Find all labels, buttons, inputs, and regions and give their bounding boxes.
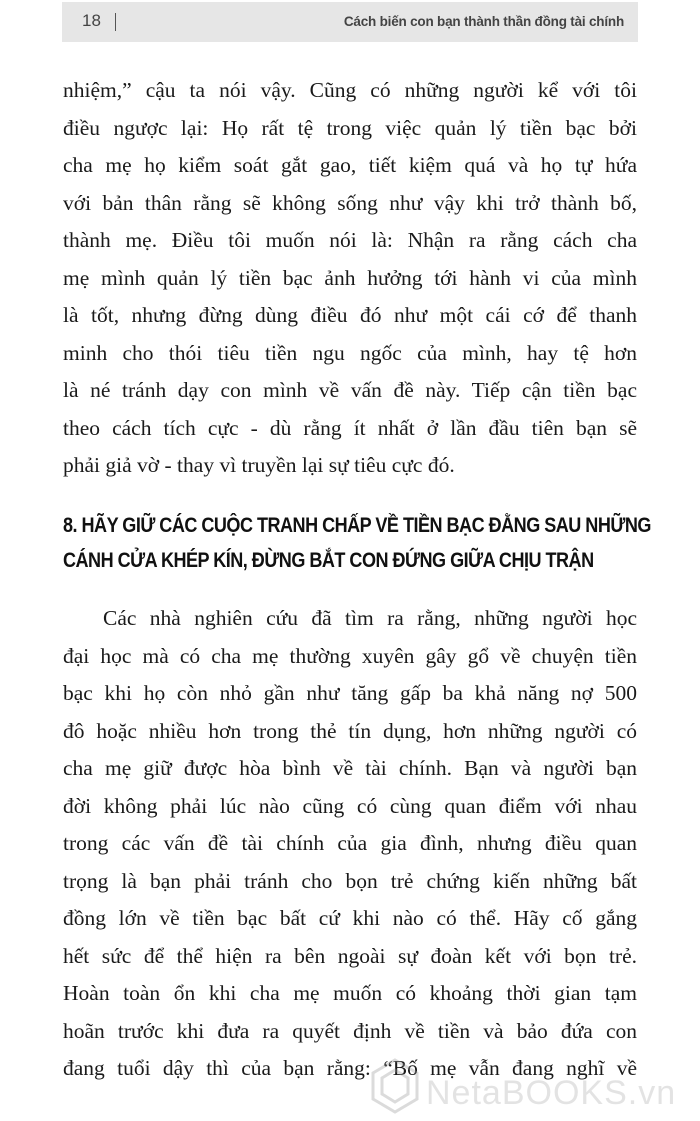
paragraph-continued xyxy=(63,72,637,485)
watermark xyxy=(368,1056,677,1116)
text-line: nhiệm,” cậu ta nói vậy. Cũng có những người kể với tôi xyxy=(63,78,637,102)
running-title: Cách biến con bạn thành thần đồng tài chính xyxy=(343,14,624,29)
text-line: theo cách tích cực - dù rằng ít nhất ở lần đầu tiên bạn sẽ xyxy=(63,415,637,440)
text-line: là né tránh dạy con mình về vấn đề này. Tiếp cận tiền bạc xyxy=(63,378,637,402)
text-line: trong các vấn đề tài chính của gia đình, nhưng điều quan xyxy=(63,831,637,855)
text-line: đồng lớn về tiền bạc bất cứ khi nào có thể. Hãy cố gắng xyxy=(63,906,637,930)
text-line: hết sức để thể hiện ra bên ngoài sự đoàn kết với bọn trẻ. xyxy=(63,943,637,968)
text-line: thành mẹ. Điều tôi muốn nói là: Nhận ra rằng cách cha xyxy=(63,228,637,252)
text-line: đời không phải lúc nào cũng có cùng quan điểm với nhau xyxy=(63,793,637,818)
header-divider xyxy=(115,13,116,31)
page-number: 18 xyxy=(82,11,101,30)
paragraph-body xyxy=(63,600,637,1088)
section-heading xyxy=(63,508,651,578)
netabooks-logo-icon xyxy=(370,1058,420,1114)
text-line: Các nhà nghiên cứu đã tìm ra rằng, những người học xyxy=(103,606,637,630)
text-line: Hoàn toàn ổn khi cha mẹ muốn có khoảng thời gian tạm xyxy=(63,981,637,1005)
text-line: mẹ mình quản lý tiền bạc ảnh hưởng tới hành vi của mình xyxy=(63,265,637,290)
text-line: hoãn trước khi đưa ra quyết định về tiền và bảo đứa con xyxy=(63,1018,637,1043)
heading-line: 8. HÃY GIỮ CÁC CUỘC TRANH CHẤP VỀ TIỀN BẠC ĐẰNG SAU NHỮNG xyxy=(63,514,651,537)
text-line: minh cho thói tiêu tiền ngu ngốc của mình, hay tệ hơn xyxy=(63,340,637,365)
text-line: phải giả vờ - thay vì truyền lại sự tiêu cực đó. xyxy=(63,453,455,477)
text-line: trọng là bạn phải tránh cho bọn trẻ chứng kiến những bất xyxy=(63,868,637,893)
watermark-text: NetaBOOKS.vn xyxy=(426,1074,677,1112)
heading-line: CÁNH CỬA KHÉP KÍN, ĐỪNG BẮT CON ĐỨNG GIỮA CHỊU TRẬN xyxy=(63,549,594,572)
text-line: đại học mà có cha mẹ thường xuyên gây gổ về chuyện tiền xyxy=(63,643,637,668)
text-line: cha mẹ giữ được hòa bình về tài chính. Bạn và người bạn xyxy=(63,756,637,780)
text-line: điều ngược lại: Họ rất tệ trong việc quản lý tiền bạc bởi xyxy=(63,115,637,140)
text-line: với bản thân rằng sẽ không sống như vậy khi trở thành bố, xyxy=(63,190,637,215)
text-line: là tốt, nhưng đừng dùng điều đó như một cái cớ để thanh xyxy=(63,303,637,327)
text-line: cha mẹ họ kiểm soát gắt gao, tiết kiệm quá và họ tự hứa xyxy=(63,153,637,177)
text-line: đang tuổi dậy thì của bạn rằng: “Bố mẹ vẫn đang nghĩ về xyxy=(63,1056,637,1080)
text-line: bạc khi họ còn nhỏ gần như tăng gấp ba khả năng nợ 500 xyxy=(63,681,637,705)
text-line: đô hoặc nhiều hơn trong thẻ tín dụng, hơn những người có xyxy=(63,718,637,743)
running-header xyxy=(62,2,638,42)
